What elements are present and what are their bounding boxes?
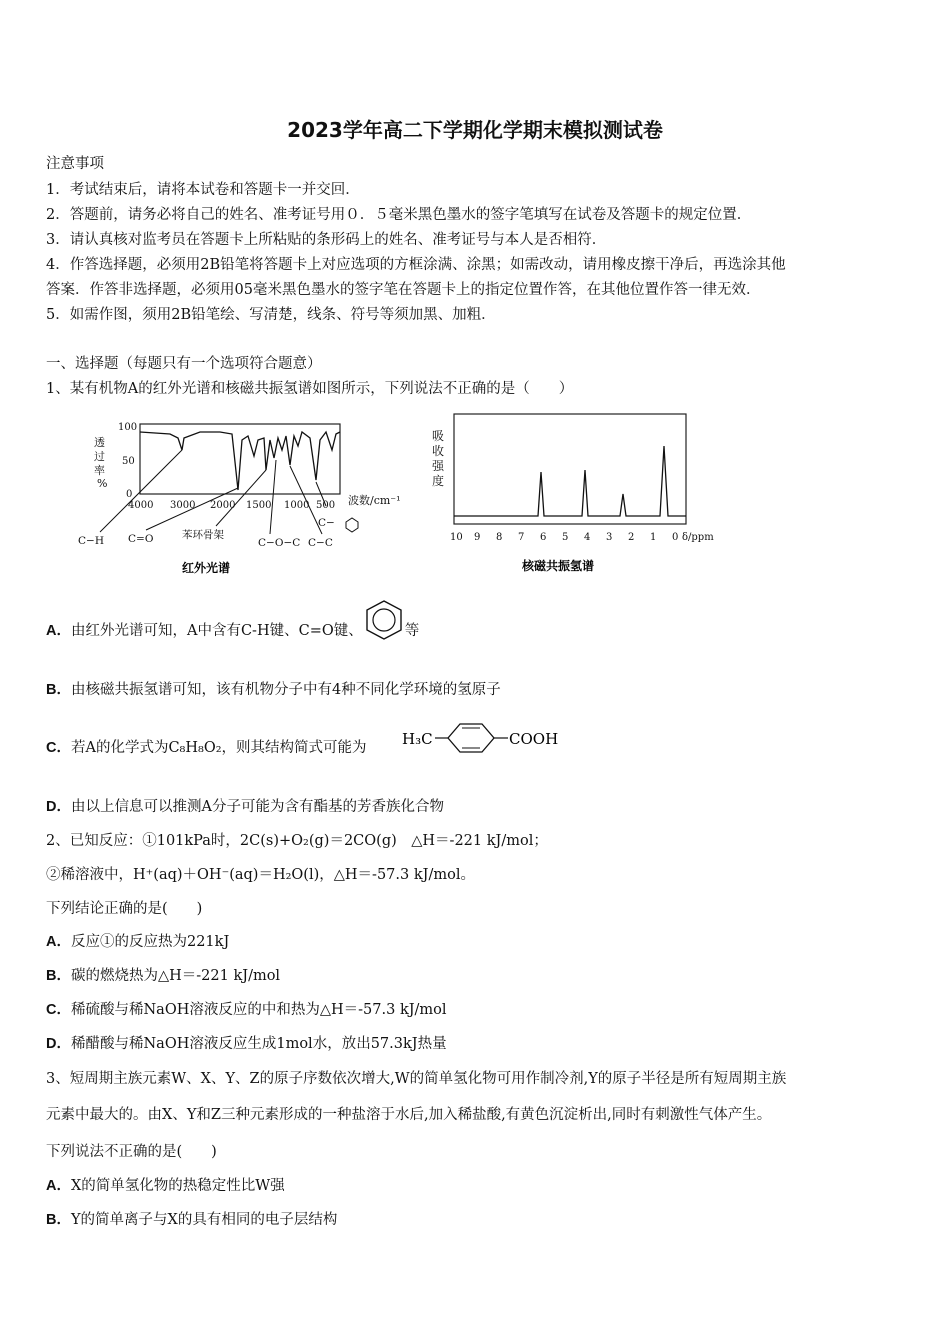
nmr-caption: 核磁共振氢谱 [522,559,595,573]
ir-ytick: 100 [118,422,138,433]
option-text: X的简单氢化物的热稳定性比W强 [70,1178,285,1194]
ir-label: C−H [78,535,104,547]
ir-trace [140,432,340,490]
option-key: B． [46,1212,71,1228]
nmr-ylabel: 收 [432,444,445,458]
option-text-tail: 等 [404,623,420,639]
ir-ylabel: 过 [94,450,105,463]
ir-xtick: 1500 [246,500,272,511]
notice-item: 答案．作答非选择题，必须用05毫米黑色墨水的签字笔在答题卡上的指定位置作答，在其他位置作答一律无效． [46,282,761,298]
q3-option-a[interactable] [46,1174,285,1195]
notice-item: 2．答题前，请务必将自己的姓名、准考证号用０．５毫米黑色墨水的签字笔填写在试卷及答题卡的规定位置． [46,207,752,223]
benzene-ring-icon [346,518,358,532]
ir-label: C−C [308,537,333,549]
benzene-ring-icon [363,598,405,642]
q2-option-c[interactable] [46,998,447,1019]
question-2-stem: ②稀溶液中，H⁺(aq)＋OH⁻(aq)＝H₂O(l)，△H＝-57.3 kJ/mol。 [46,867,475,883]
formula-left: H₃C [402,730,433,748]
ir-label: C−O−C [258,537,301,549]
ir-xtick: 4000 [128,500,154,511]
nmr-xtick: 8 [496,532,503,543]
question-2-stem: 下列结论正确的是( ) [46,901,203,917]
nmr-xtick: 7 [518,532,525,543]
ir-label: C− [318,517,335,529]
option-key: C． [46,740,71,756]
notice-heading: 注意事项 [46,156,104,172]
question-3-stem: 3、短周期主族元素W、X、Y、Z的原子序数依次增大,W的简单氢化物可用作制冷剂,Y的原子半径是所有短周期主族 [46,1071,787,1087]
ir-ylabel: 透 [94,436,105,449]
nmr-xtick: 0 [672,532,679,543]
q1-option-d[interactable] [46,795,444,816]
ir-ytick: 0 [126,489,133,500]
nmr-xtick: 10 [450,532,463,543]
ir-xtick: 2000 [210,500,236,511]
question-2-stem: 2、已知反应：①101kPa时，2C(s)+O₂(g)＝2CO(g) △H＝-221 kJ/mol； [46,833,548,849]
nmr-xunit: δ/ppm [682,532,714,543]
nmr-ylabel: 吸 [432,429,445,443]
ir-xtick: 3000 [170,500,196,511]
nmr-ylabel: 度 [432,474,445,488]
notice-item: 1．考试结束后，请将本试卷和答题卡一并交回． [46,182,360,198]
q2-option-a[interactable] [46,930,229,951]
ir-xtick: 500 [316,500,336,511]
ir-xtick: 1000 [284,500,310,511]
q3-option-b[interactable] [46,1208,337,1229]
option-text: 碳的燃烧热为△H＝-221 kJ/mol [70,968,281,984]
ir-ylabel: 率 [94,464,105,477]
option-text: 若A的化学式为C₈H₈O₂，则其结构简式可能为 [70,740,367,756]
option-key: A． [46,934,71,950]
option-key: D． [46,799,71,815]
formula-right: COOH [509,730,559,748]
option-key: C． [46,1002,71,1018]
p-toluic-acid-structure [402,718,572,758]
notice-item: 4．作答选择题，必须用2B铅笔将答题卡上对应选项的方框涂满、涂黑；如需改动，请用橡皮擦干净后，再选涂其他 [46,257,786,273]
question-1-stem: 1、某有机物A的红外光谱和核磁共振氢谱如图所示，下列说法不正确的是（ ） [46,381,574,397]
q2-option-b[interactable] [46,964,280,985]
option-key: B． [46,968,71,984]
nmr-xtick: 3 [606,532,613,543]
question-3-stem: 下列说法不正确的是( ) [46,1144,217,1160]
nmr-xtick: 9 [474,532,481,543]
q1-option-c[interactable] [46,736,367,757]
ir-label: 苯环骨架 [182,529,224,541]
option-key: B． [46,682,71,698]
option-text: 稀醋酸与稀NaOH溶液反应生成1mol水，放出57.3kJ热量 [70,1036,447,1052]
nmr-ylabel: 强 [432,459,445,473]
option-key: A． [46,1178,71,1194]
nmr-xtick: 1 [650,532,657,543]
option-text: 稀硫酸与稀NaOH溶液反应的中和热为△H＝-57.3 kJ/mol [70,1002,447,1018]
ir-ylabel: % [97,477,108,490]
option-text: 反应①的反应热为221kJ [70,934,230,950]
q2-option-d[interactable] [46,1032,447,1053]
ir-spectrum-figure [70,410,430,580]
page-title: 2023学年高二下学期化学期末模拟测试卷 [287,118,663,142]
option-key: D． [46,1036,71,1052]
q1-option-b[interactable] [46,678,501,699]
nmr-xtick: 4 [584,532,591,543]
section-heading: 一、选择题（每题只有一个选项符合题意） [46,356,322,372]
nmr-plot-frame [454,414,686,524]
nmr-spectrum-figure [428,410,748,580]
option-key: A． [46,623,71,639]
nmr-xtick: 2 [628,532,635,543]
nmr-xtick: 6 [540,532,547,543]
option-text: Y的简单离子与X的具有相同的电子层结构 [70,1212,338,1228]
option-text: 由以上信息可以推测A分子可能为含有酯基的芳香族化合物 [70,799,444,815]
nmr-trace [454,446,686,516]
ir-label: C=O [128,533,154,545]
option-text: 由红外光谱可知，A中含有C-H键、C=O键、 [70,623,363,639]
ir-xunit: 波数/cm⁻¹ [348,494,401,507]
ir-ytick: 50 [122,456,135,467]
nmr-xtick: 5 [562,532,569,543]
q1-option-a[interactable] [46,619,419,642]
option-text: 由核磁共振氢谱可知，该有机物分子中有4种不同化学环境的氢原子 [70,682,501,698]
question-3-stem: 元素中最大的。由X、Y和Z三种元素形成的一种盐溶于水后,加入稀盐酸,有黄色沉淀析出,同时有刺激性气体产生。 [46,1107,772,1123]
notice-item: 5．如需作图，须用2B铅笔绘、写清楚，线条、符号等须加黑、加粗． [46,307,496,323]
notice-item: 3．请认真核对监考员在答题卡上所粘贴的条形码上的姓名、准考证号与本人是否相符． [46,232,607,248]
ir-caption: 红外光谱 [182,561,231,575]
